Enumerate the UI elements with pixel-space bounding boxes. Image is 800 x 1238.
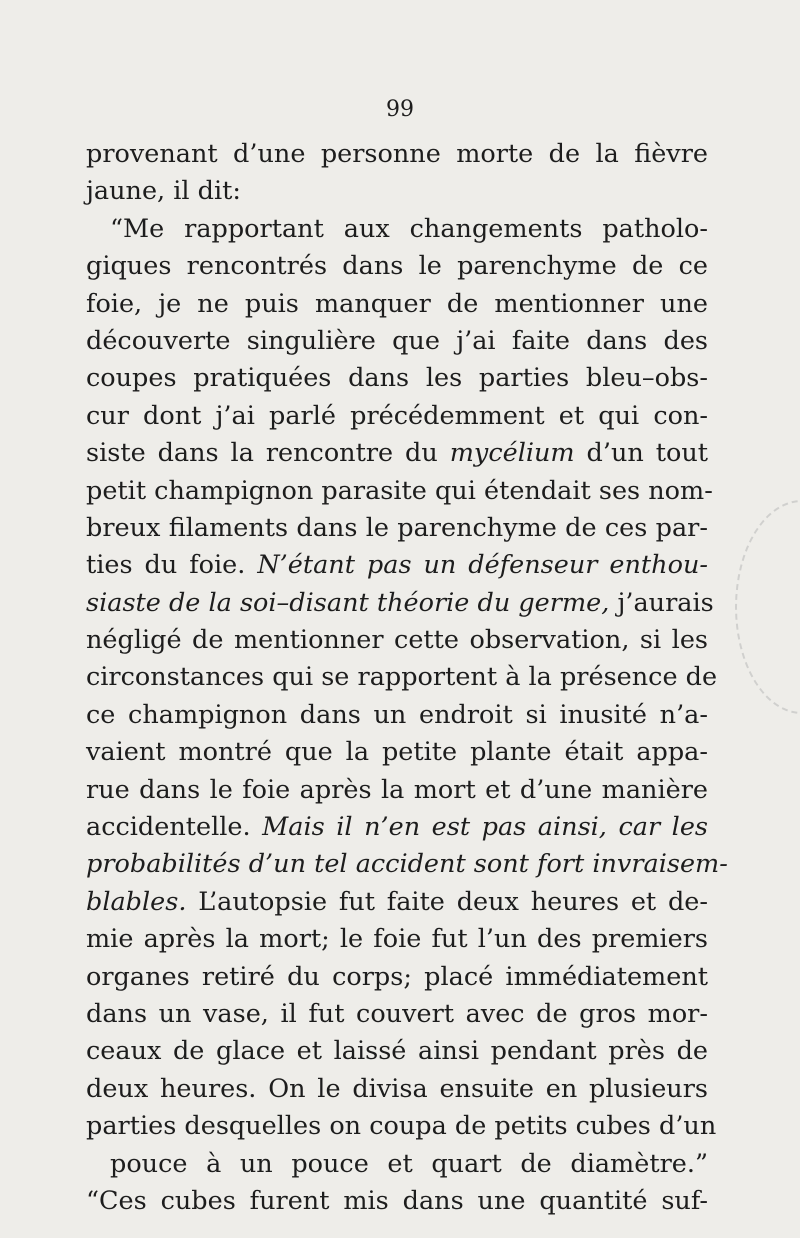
text-run: pouce à un pouce et quart de diamètre.” <box>110 1148 708 1179</box>
text-run: négligé de mentionner cette observation, si les <box>86 625 708 656</box>
text-line <box>86 585 714 622</box>
italic-text: siaste de la soi–disant théorie du germe, <box>86 587 610 618</box>
text-line <box>86 398 708 435</box>
text-run: circonstances qui se rapportent à la présence de <box>86 662 718 693</box>
text-line <box>86 1033 708 1070</box>
text-run: découverte singulière que j’ai faite dans des <box>86 325 708 356</box>
page-text <box>86 136 728 1220</box>
italic-text: Mais il n’en est pas ainsi, car les <box>262 812 708 843</box>
text-run: organes retiré du corps; placé immédiatement <box>86 961 708 992</box>
text-run: L’autopsie fut faite deux heures et de- <box>186 886 708 917</box>
text-run: cur dont j’ai parlé précédemment et qui con- <box>86 400 708 431</box>
text-run: mie après la mort; le foie fut l’un des premiers <box>86 924 708 955</box>
text-run: petit champignon parasite qui étendait ses nom- <box>86 475 713 506</box>
text-run: accidentelle. <box>86 812 263 843</box>
text-line <box>86 959 708 996</box>
text-run: d’un tout <box>574 438 709 469</box>
text-line <box>86 809 708 846</box>
text-line <box>86 659 718 696</box>
page-number: 99 <box>386 97 414 122</box>
text-run: ceaux de glace et laissé ainsi pendant près de <box>86 1036 708 1067</box>
text-run: coupes pratiquées dans les parties bleu–obs- <box>86 363 708 394</box>
text-run: breux filaments dans le parenchyme de ces par- <box>86 512 708 543</box>
text-line <box>86 211 708 248</box>
text-run: jaune, il dit: <box>86 176 241 207</box>
text-line <box>86 473 713 510</box>
text-run: giques rencontrés dans le parenchyme de ce <box>86 251 708 282</box>
text-line <box>86 996 708 1033</box>
text-line <box>86 248 708 285</box>
text-line <box>86 1108 717 1145</box>
text-run: ce champignon dans un endroit si inusité n’a- <box>86 699 708 730</box>
italic-text: blables. <box>86 886 187 917</box>
text-run: dans un vase, il fut couvert avec de gros mor- <box>86 998 708 1029</box>
text-line <box>86 772 708 809</box>
text-line <box>86 921 708 958</box>
text-run: vaient montré que la petite plante était appa- <box>86 737 708 768</box>
text-run: provenant d’une personne morte de la fièvre <box>86 139 708 169</box>
text-run: ties du foie. <box>86 550 258 581</box>
text-line <box>86 622 708 659</box>
text-line <box>86 846 728 883</box>
library-stamp <box>735 500 800 714</box>
text-run: parties desquelles on coupa de petits cubes d’un <box>86 1111 717 1142</box>
text-line <box>86 136 708 173</box>
text-run: “Me rapportant aux changements patholo- <box>110 213 708 244</box>
text-run: “Ces cubes furent mis dans une quantité suf- <box>86 1185 708 1216</box>
text-line <box>86 884 708 921</box>
text-run: rue dans le foie après la mort et d’une manière <box>86 774 708 805</box>
italic-text: probabilités d’un tel accident sont fort invraisem- <box>86 849 728 880</box>
text-line <box>86 1183 708 1220</box>
text-line <box>86 697 708 734</box>
text-line <box>86 547 708 584</box>
italic-text: mycélium <box>449 438 575 469</box>
text-line <box>86 360 708 397</box>
text-line <box>86 323 708 360</box>
text-line <box>86 734 708 771</box>
text-run: foie, je ne puis manquer de mentionner une <box>86 288 708 319</box>
text-line <box>86 435 708 472</box>
text-line <box>86 173 708 210</box>
text-line <box>86 510 708 547</box>
text-line <box>86 1146 708 1183</box>
text-run: j’aurais <box>609 587 714 618</box>
text-run: siste dans la rencontre du <box>86 438 450 469</box>
text-line <box>86 286 708 323</box>
text-line <box>86 1071 708 1108</box>
italic-text: N’étant pas un défenseur enthou- <box>257 550 708 581</box>
text-run: deux heures. On le divisa ensuite en plusieurs <box>86 1073 708 1104</box>
